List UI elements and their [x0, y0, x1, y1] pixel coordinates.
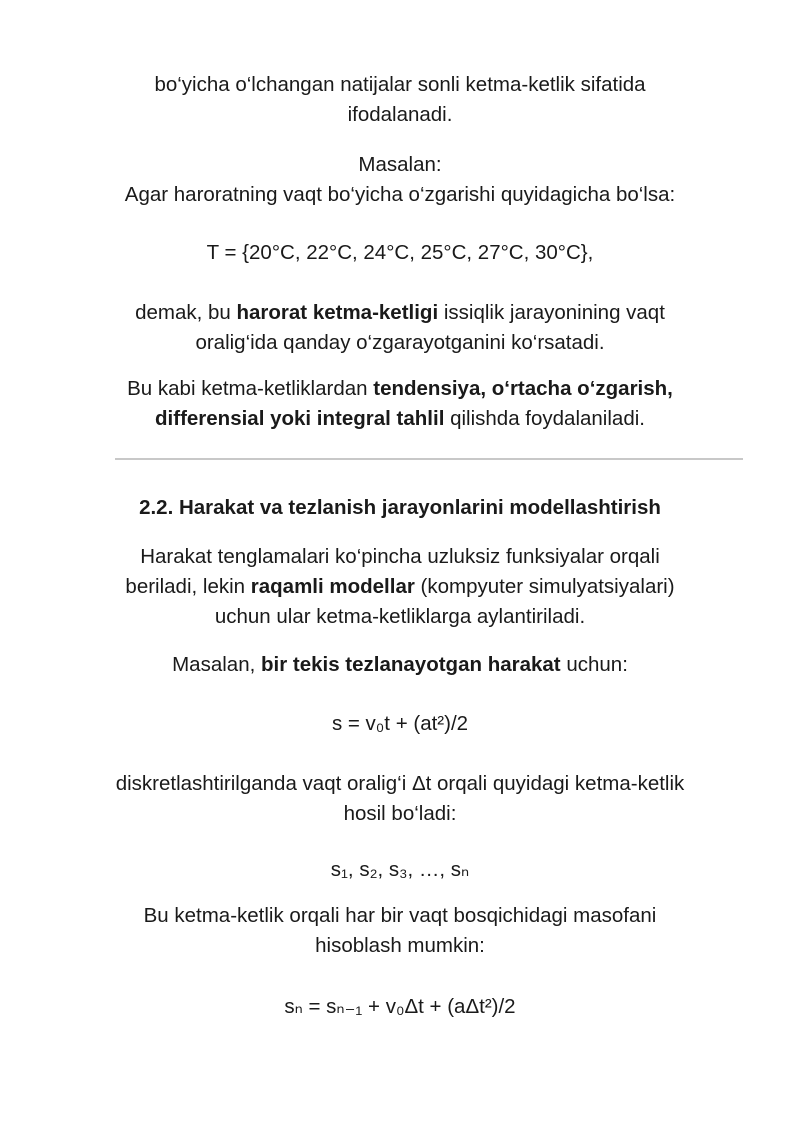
formula-recurrence	[100, 992, 700, 1022]
text-line: uchun ular ketma-ketliklarga aylantiriladi.	[214, 605, 586, 628]
text-run: demak, bu	[135, 301, 237, 324]
paragraph-uniform-acceleration	[100, 650, 700, 680]
text-line: Agar haroratning vaqt bo‘yicha o‘zgarishi quyidagicha bo‘lsa:	[124, 183, 676, 206]
bold-term: differensial yoki integral tahlil	[155, 407, 445, 430]
paragraph-distance-calc	[100, 901, 700, 961]
formula-sequence	[100, 855, 700, 885]
formula-text: sₙ = sₙ₋₁ + v₀Δt + (aΔt²)/2	[284, 995, 516, 1018]
text-line: diskretlashtirilganda vaqt oralig‘i Δt orqali quyidagi ketma-ketlik	[115, 772, 685, 795]
text-run: beriladi, lekin	[125, 575, 251, 598]
text-run: Bu kabi ketma-ketliklardan	[127, 377, 374, 400]
text-line: Masalan:	[358, 153, 442, 176]
formula-text: T = {20°C, 22°C, 24°C, 25°C, 27°C, 30°C},	[206, 241, 594, 264]
formula-text: s₁, s₂, s₃, …, sₙ	[330, 858, 470, 881]
paragraph-discretization	[100, 769, 700, 829]
text-line: Harakat tenglamalari ko‘pincha uzluksiz funksiyalar orqali	[140, 545, 660, 568]
text-line: hisoblash mumkin:	[315, 934, 485, 957]
text-run: issiqlik jarayonining vaqt	[438, 301, 665, 324]
paragraph-temperature-sequence	[100, 298, 700, 358]
paragraph-analysis	[100, 374, 700, 434]
text-line: oralig‘ida qanday o‘zgarayotganini ko‘rsatadi.	[195, 331, 605, 354]
bold-term: harorat ketma-ketligi	[236, 301, 439, 324]
text-run: qilishda foydalaniladi.	[444, 407, 645, 430]
text-run: (kompyuter simulyatsiyalari)	[414, 575, 675, 598]
heading-text: 2.2. Harakat va tezlanish jarayonlarini modellashtirish	[139, 496, 661, 519]
bold-term: bir tekis tezlanayotgan harakat	[261, 653, 561, 676]
paragraph-example-intro	[100, 150, 700, 210]
paragraph-intro	[100, 70, 700, 130]
horizontal-divider	[115, 458, 743, 460]
bold-term: tendensiya, o‘rtacha o‘zgarish,	[373, 377, 673, 400]
section-heading	[100, 493, 700, 523]
formula-displacement	[100, 709, 700, 739]
text-run: Masalan,	[172, 653, 261, 676]
paragraph-motion-models	[100, 542, 700, 632]
text-line: ifodalanadi.	[347, 103, 453, 126]
bold-term: raqamli modellar	[250, 575, 415, 598]
formula-temperature	[100, 238, 700, 268]
formula-text: s = v₀t + (at²)/2	[331, 712, 469, 735]
text-line: hosil bo‘ladi:	[343, 802, 457, 825]
text-line: bo‘yicha o‘lchangan natijalar sonli ketma-ketlik sifatida	[154, 73, 646, 96]
text-line: Bu ketma-ketlik orqali har bir vaqt bosqichidagi masofani	[143, 904, 657, 927]
text-run: uchun:	[560, 653, 628, 676]
